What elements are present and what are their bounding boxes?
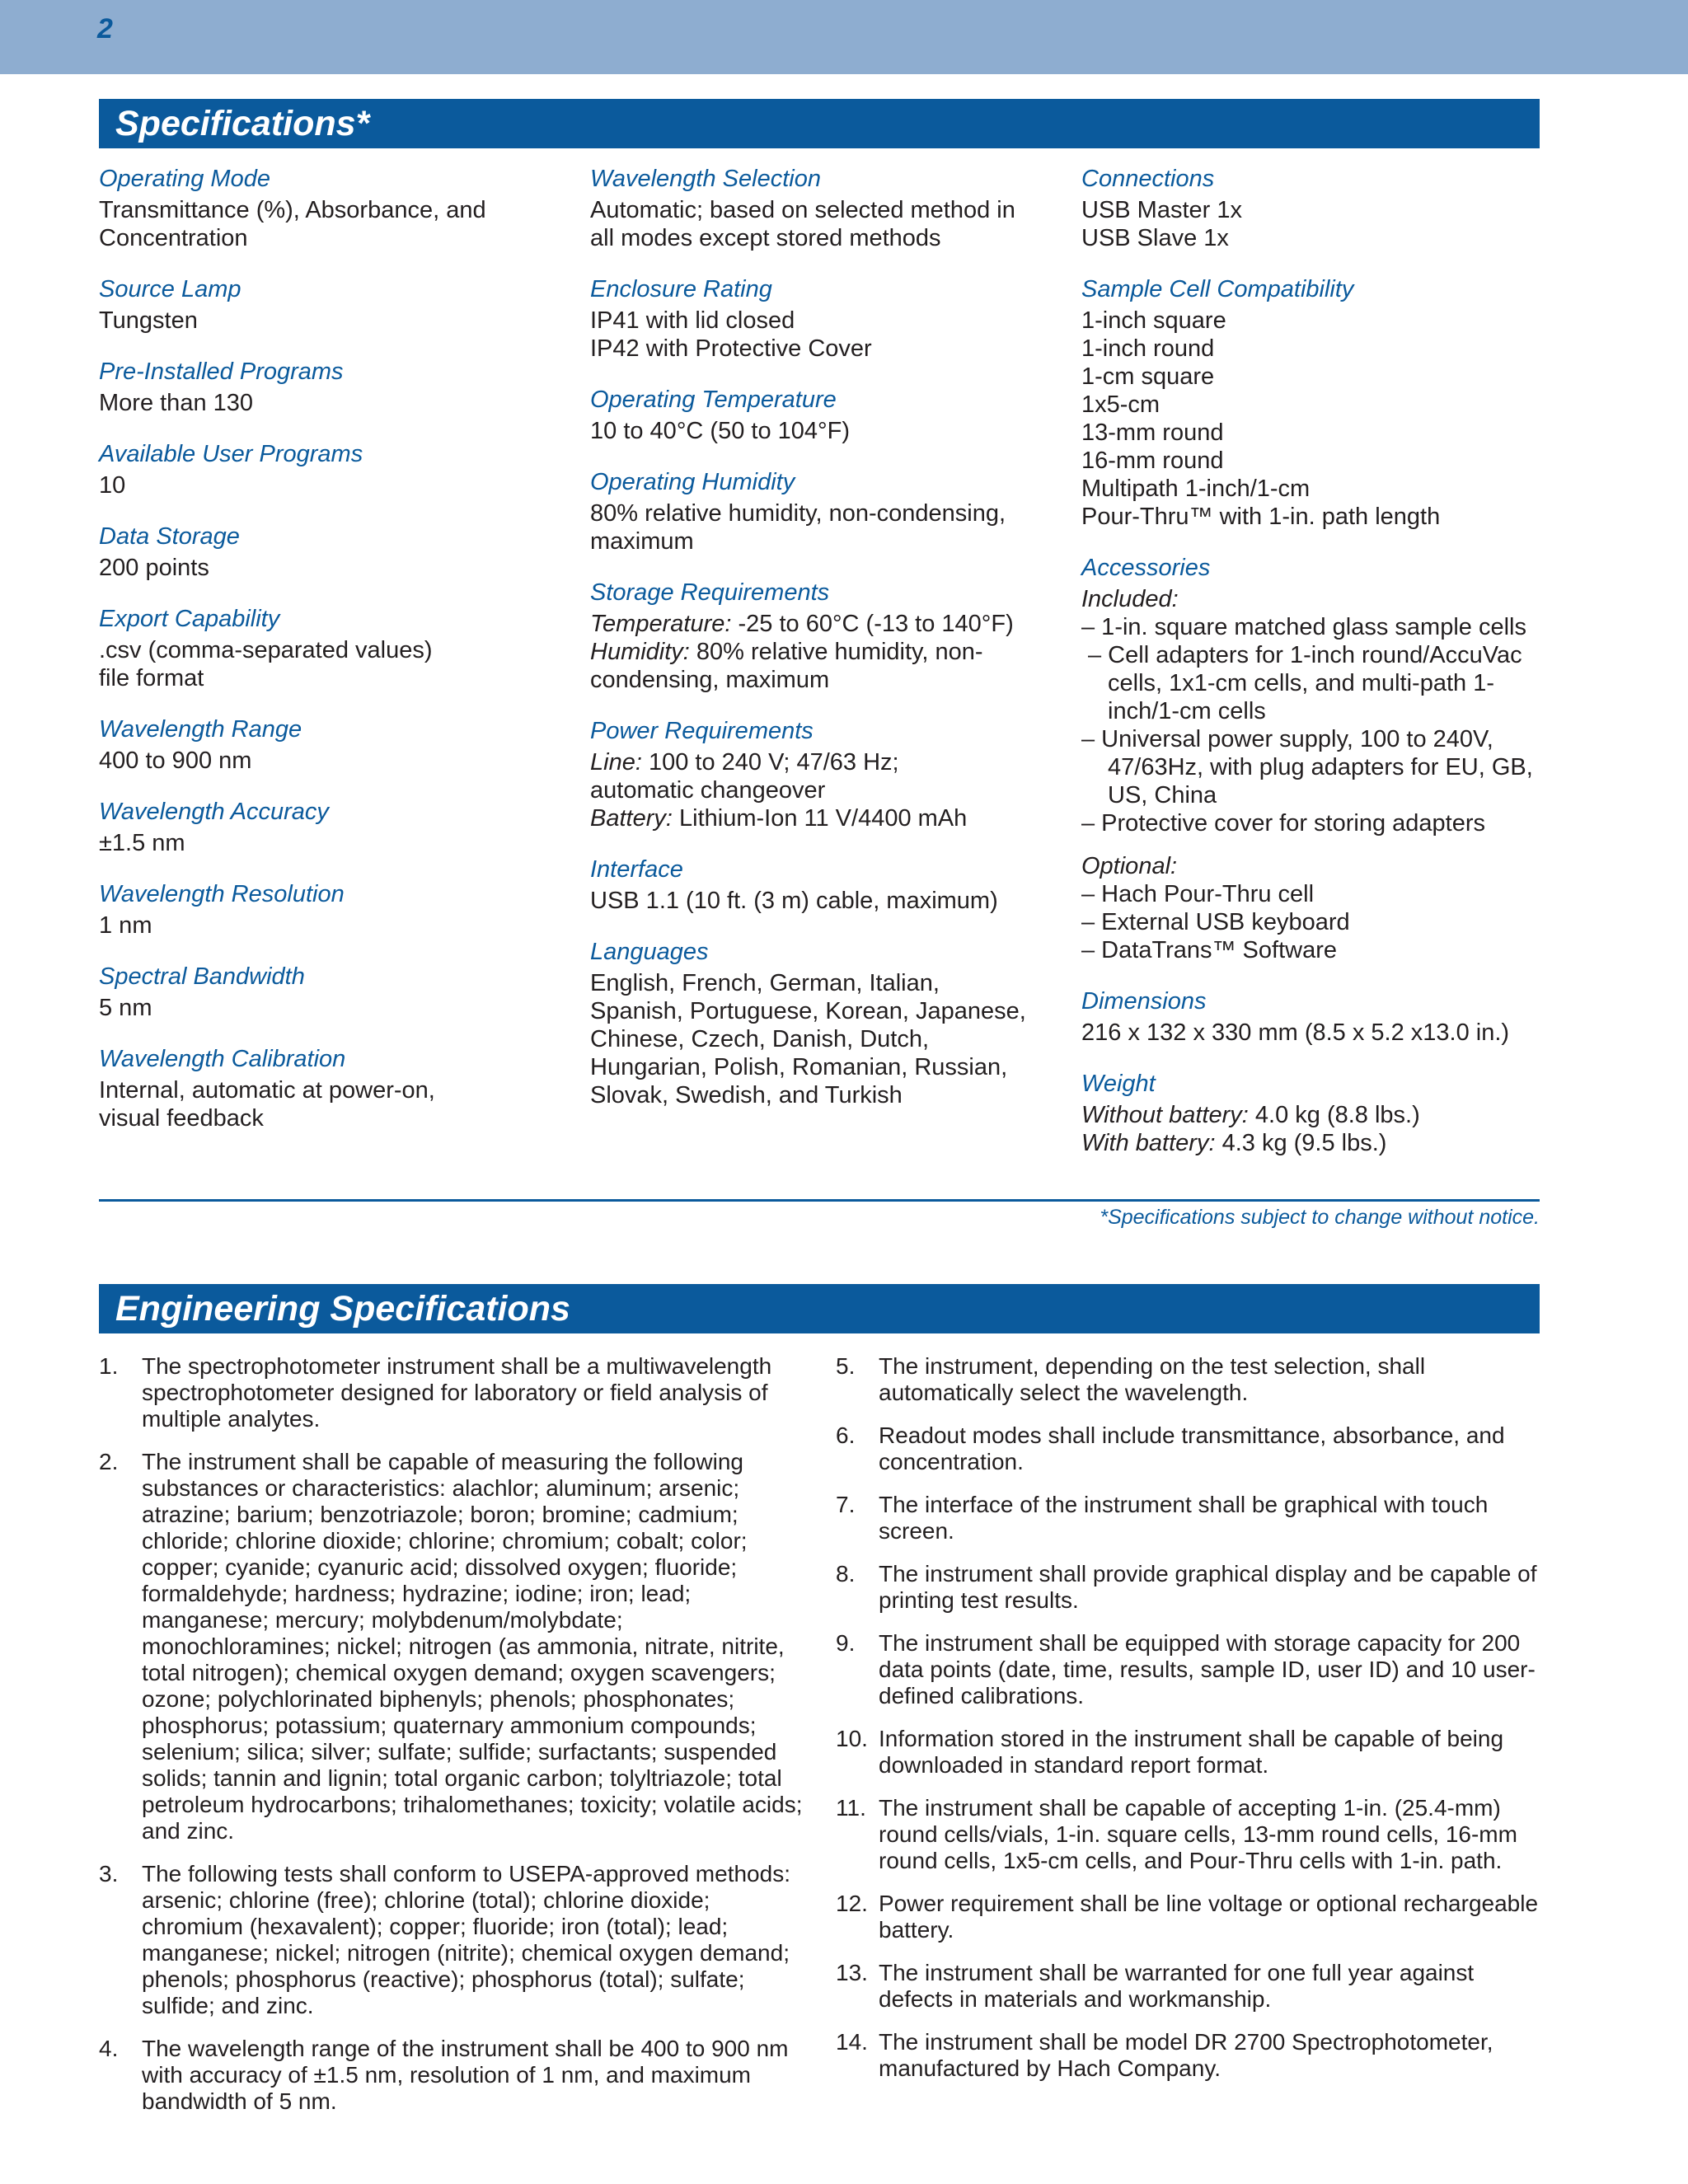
spec-value: 1 nm — [99, 912, 152, 939]
spec-value: IP41 with lid closed — [590, 307, 795, 334]
section-divider — [99, 1199, 1540, 1202]
spec-heading: Storage Requirements — [590, 579, 830, 606]
specifications-title: Specifications* — [99, 99, 1540, 148]
spec-item — [590, 275, 1076, 363]
item-number: 9. — [836, 1630, 856, 1656]
page-number: 2 — [97, 13, 113, 45]
spec-value: USB Master 1x — [1081, 197, 1242, 223]
spec-item — [1081, 275, 1543, 531]
spec-list-item: – DataTrans™ Software — [1081, 937, 1337, 963]
spec-subheading: Optional: — [1081, 853, 1178, 879]
item-text: The instrument shall be model DR 2700 Spectrophotometer, manufactured by Hach Company. — [879, 2029, 1493, 2081]
item-number: 13. — [836, 1960, 868, 1985]
engineering-list-item — [99, 1449, 808, 1844]
spec-item — [1081, 1070, 1543, 1157]
spec-item — [99, 358, 560, 417]
spec-value: Multipath 1-inch/1-cm — [1081, 476, 1311, 502]
item-text: The spectrophotometer instrument shall be a multiwavelength spectrophotometer designed for laboratory or field analysis of multiple analytes. — [142, 1353, 772, 1432]
spec-value: 200 points — [99, 555, 209, 581]
spec-item — [590, 579, 1076, 694]
item-text: The interface of the instrument shall be graphical with touch screen. — [879, 1492, 1489, 1544]
spec-value: Tungsten — [99, 307, 198, 334]
spec-value: .csv (comma-separated values) — [99, 637, 433, 663]
spec-heading: Languages — [590, 939, 709, 965]
spec-value: maximum — [590, 528, 694, 555]
spec-item — [99, 1045, 560, 1132]
item-text: Information stored in the instrument shall be capable of being downloaded in standard report format. — [879, 1726, 1504, 1778]
item-text: The instrument shall provide graphical display and be capable of printing test results. — [879, 1561, 1537, 1613]
spec-heading: Accessories — [1081, 555, 1211, 581]
item-text: The instrument shall be equipped with storage capacity for 200 data points (date, time, results, sample ID, user ID) and 10 user-defined calibrations. — [879, 1630, 1536, 1708]
engineering-list-item — [836, 1960, 1540, 2013]
spec-item — [590, 855, 1076, 915]
spec-item — [590, 468, 1076, 555]
spec-item — [99, 715, 560, 775]
specs-column-2 — [590, 165, 1076, 1132]
spec-item — [590, 165, 1076, 252]
engineering-list-item — [836, 1422, 1540, 1475]
item-number: 3. — [99, 1861, 119, 1886]
spec-item — [99, 880, 560, 940]
spec-value: file format — [99, 665, 204, 691]
engineering-list-item — [836, 1492, 1540, 1544]
spec-value: More than 130 — [99, 390, 254, 416]
engineering-list-left — [99, 1353, 808, 2131]
item-number: 11. — [836, 1795, 866, 1821]
spec-heading: Sample Cell Compatibility — [1081, 276, 1354, 302]
spec-item — [590, 717, 1076, 832]
item-text: The instrument shall be capable of accepting 1-in. (25.4-mm) round cells/vials, 1-in. square cells, 13-mm round cells, 16-mm round cells, 1x5-cm cells, and Pour-Thru cells with 1-in. path. — [879, 1795, 1517, 1873]
spec-value: 13-mm round — [1081, 419, 1224, 446]
spec-heading: Connections — [1081, 166, 1215, 192]
spec-heading: Interface — [590, 856, 683, 883]
spec-label: With battery: — [1081, 1130, 1216, 1156]
spec-value: Transmittance (%), Absorbance, and — [99, 197, 486, 223]
spec-item — [99, 440, 560, 499]
engineering-list-item — [836, 1630, 1540, 1709]
spec-heading: Wavelength Calibration — [99, 1046, 346, 1072]
engineering-list-item — [836, 1726, 1540, 1779]
engineering-list-item — [836, 1353, 1540, 1406]
spec-heading: Pre-Installed Programs — [99, 359, 344, 385]
spec-value: Automatic; based on selected method in — [590, 197, 1015, 223]
item-number: 5. — [836, 1353, 856, 1379]
spec-heading: Spectral Bandwidth — [99, 963, 305, 990]
specs-column-1 — [99, 165, 560, 1155]
spec-subheading: Included: — [1081, 586, 1179, 612]
item-text: The following tests shall conform to USEPA-approved methods: arsenic; chlorine (free); chlorine (total); chlorine dioxide; chromium (hexavalent); copper; fluoride; iron (total); lead; manganese; nickel; nitrogen (nitrite); chemical oxygen demand; phenols; phosphorus (reactive); phosphorus (total); sulfate; sulfide; and zinc. — [142, 1861, 790, 2018]
item-number: 8. — [836, 1561, 856, 1586]
spec-value: IP42 with Protective Cover — [590, 335, 872, 362]
engineering-list-item — [836, 1795, 1540, 1874]
spec-label: Battery: — [590, 805, 673, 832]
item-number: 6. — [836, 1422, 856, 1448]
spec-heading: Power Requirements — [590, 718, 814, 744]
spec-value: Temperature: -25 to 60°C (-13 to 140°F) — [590, 611, 1014, 637]
spec-value: 400 to 900 nm — [99, 748, 252, 774]
spec-item — [99, 963, 560, 1022]
spec-heading: Dimensions — [1081, 988, 1207, 1015]
engineering-list-item — [99, 2036, 808, 2115]
spec-value: Internal, automatic at power-on, — [99, 1077, 435, 1104]
spec-item — [1081, 554, 1543, 964]
spec-value: 1-cm square — [1081, 363, 1215, 390]
footnote: *Specifications subject to change without notice. — [1100, 1206, 1540, 1229]
spec-value: Chinese, Czech, Danish, Dutch, — [590, 1026, 930, 1052]
engineering-list-right — [836, 1353, 1540, 2098]
engineering-specifications-title: Engineering Specifications — [99, 1284, 1540, 1333]
spec-value: Concentration — [99, 225, 248, 251]
spec-value: automatic changeover — [590, 777, 826, 804]
header-bar — [0, 0, 1688, 74]
spec-heading: Source Lamp — [99, 276, 241, 302]
spec-list-item: – 1-in. square matched glass sample cells — [1081, 614, 1526, 640]
item-text: The instrument shall be capable of measuring the following substances or characteristics: alachlor; aluminum; arsenic; atrazine; barium; benzotriazole; boron; bromine; cadmium; chloride; chlorine dioxide; chlorine; chromium; cobalt; color; copper; cyanide; cyanuric acid; dissolved oxygen; fluoride; formaldehyde; hardness; hydrazine; iodine; iron; lead; manganese; mercury; molybdenum/molybdate; monochloramines; nickel; nitrogen (as ammonia, nitrate, nitrite, total nitrogen); chemical oxygen demand; oxygen scavengers; ozone; polychlorinated biphenyls; phenols; phosphonates; phosphorus; potassium; quaternary ammonium compounds; selenium; silica; silver; sulfate; sulfide; surfactants; suspended solids; tannin and lignin; total organic carbon; tolyltriazole; total petroleum hydrocarbons; trihalomethanes; toxicity; volatile acids; and zinc. — [142, 1449, 803, 1844]
spec-value: 80% relative humidity, non-condensing, — [590, 500, 1006, 527]
spec-value: Without battery: 4.0 kg (8.8 lbs.) — [1081, 1102, 1420, 1128]
spec-value: 1-inch square — [1081, 307, 1226, 334]
spec-heading: Data Storage — [99, 523, 240, 550]
spec-value: Hungarian, Polish, Romanian, Russian, — [590, 1054, 1008, 1080]
spec-heading: Wavelength Range — [99, 716, 302, 743]
item-number: 7. — [836, 1492, 856, 1517]
spec-heading: Operating Mode — [99, 166, 270, 192]
spec-heading: Operating Humidity — [590, 469, 795, 495]
spec-item — [1081, 987, 1543, 1047]
spec-value: Line: 100 to 240 V; 47/63 Hz; — [590, 749, 899, 776]
spec-value: Pour-Thru™ with 1-in. path length — [1081, 504, 1441, 530]
engineering-list-item — [836, 2029, 1540, 2082]
spec-value: ±1.5 nm — [99, 830, 185, 856]
spec-value: Slovak, Swedish, and Turkish — [590, 1082, 903, 1108]
spec-item — [590, 938, 1076, 1109]
item-text: The wavelength range of the instrument shall be 400 to 900 nm with accuracy of ±1.5 nm, resolution of 1 nm, and maximum bandwidth of 5 nm. — [142, 2036, 789, 2114]
spec-item — [99, 605, 560, 692]
spec-value: Humidity: 80% relative humidity, non- — [590, 639, 983, 665]
spec-item — [99, 275, 560, 335]
spec-heading: Weight — [1081, 1071, 1156, 1097]
spec-value: 10 to 40°C (50 to 104°F) — [590, 418, 850, 444]
spec-value: visual feedback — [99, 1105, 264, 1132]
engineering-list-item — [836, 1561, 1540, 1614]
spec-item — [1081, 165, 1543, 252]
item-number: 14. — [836, 2029, 868, 2055]
engineering-list-item — [99, 1861, 808, 2019]
spec-value: 5 nm — [99, 995, 152, 1021]
spec-value: all modes except stored methods — [590, 225, 941, 251]
spec-value: Battery: Lithium-Ion 11 V/4400 mAh — [590, 805, 968, 832]
spec-list-item: – External USB keyboard — [1081, 909, 1350, 935]
spec-label: Line: — [590, 749, 642, 776]
item-text: Power requirement shall be line voltage or optional rechargeable battery. — [879, 1891, 1539, 1943]
spec-heading: Export Capability — [99, 606, 280, 632]
spec-value: Spanish, Portuguese, Korean, Japanese, — [590, 998, 1026, 1024]
spec-heading: Enclosure Rating — [590, 276, 772, 302]
spec-list-item: – Protective cover for storing adapters — [1081, 810, 1486, 837]
spec-value: 1-inch round — [1081, 335, 1215, 362]
spec-item — [99, 165, 560, 252]
item-number: 12. — [836, 1891, 868, 1916]
item-number: 4. — [99, 2036, 119, 2061]
spec-list-item: – Cell adapters for 1-inch round/AccuVac cells, 1x1-cm cells, and multi-path 1-inch/1-cm cells — [1088, 642, 1522, 724]
spec-heading: Wavelength Selection — [590, 166, 821, 192]
engineering-list-item — [99, 1353, 808, 1432]
spec-item — [99, 523, 560, 582]
spec-label: Temperature: — [590, 611, 732, 637]
spec-label: Humidity: — [590, 639, 690, 665]
item-number: 1. — [99, 1353, 119, 1379]
spec-value: English, French, German, Italian, — [590, 970, 940, 996]
item-text: Readout modes shall include transmittance, absorbance, and concentration. — [879, 1422, 1505, 1474]
specs-column-3 — [1081, 165, 1543, 1180]
spec-heading: Wavelength Accuracy — [99, 799, 329, 825]
spec-value: 10 — [99, 472, 126, 499]
spec-item — [590, 386, 1076, 445]
spec-list-item: – Hach Pour-Thru cell — [1081, 881, 1315, 907]
spec-list-item: – Universal power supply, 100 to 240V, 47/63Hz, with plug adapters for EU, GB, US, China — [1081, 726, 1533, 808]
spec-value: With battery: 4.3 kg (9.5 lbs.) — [1081, 1130, 1387, 1156]
spec-label: Without battery: — [1081, 1102, 1249, 1128]
spec-heading: Wavelength Resolution — [99, 881, 345, 907]
engineering-list-item — [836, 1891, 1540, 1943]
spec-value: USB 1.1 (10 ft. (3 m) cable, maximum) — [590, 888, 998, 914]
spec-value: 1x5-cm — [1081, 391, 1160, 418]
spec-heading: Available User Programs — [99, 441, 363, 467]
item-text: The instrument, depending on the test selection, shall automatically select the wavelength. — [879, 1353, 1426, 1405]
item-text: The instrument shall be warranted for one full year against defects in materials and workmanship. — [879, 1960, 1475, 2012]
spec-item — [99, 798, 560, 857]
item-number: 10. — [836, 1726, 868, 1751]
spec-value: USB Slave 1x — [1081, 225, 1229, 251]
spec-value: 16-mm round — [1081, 448, 1224, 474]
spec-value: 216 x 132 x 330 mm (8.5 x 5.2 x13.0 in.) — [1081, 1019, 1510, 1046]
spec-value: condensing, maximum — [590, 667, 830, 693]
item-number: 2. — [99, 1449, 119, 1474]
spec-heading: Operating Temperature — [590, 387, 837, 413]
